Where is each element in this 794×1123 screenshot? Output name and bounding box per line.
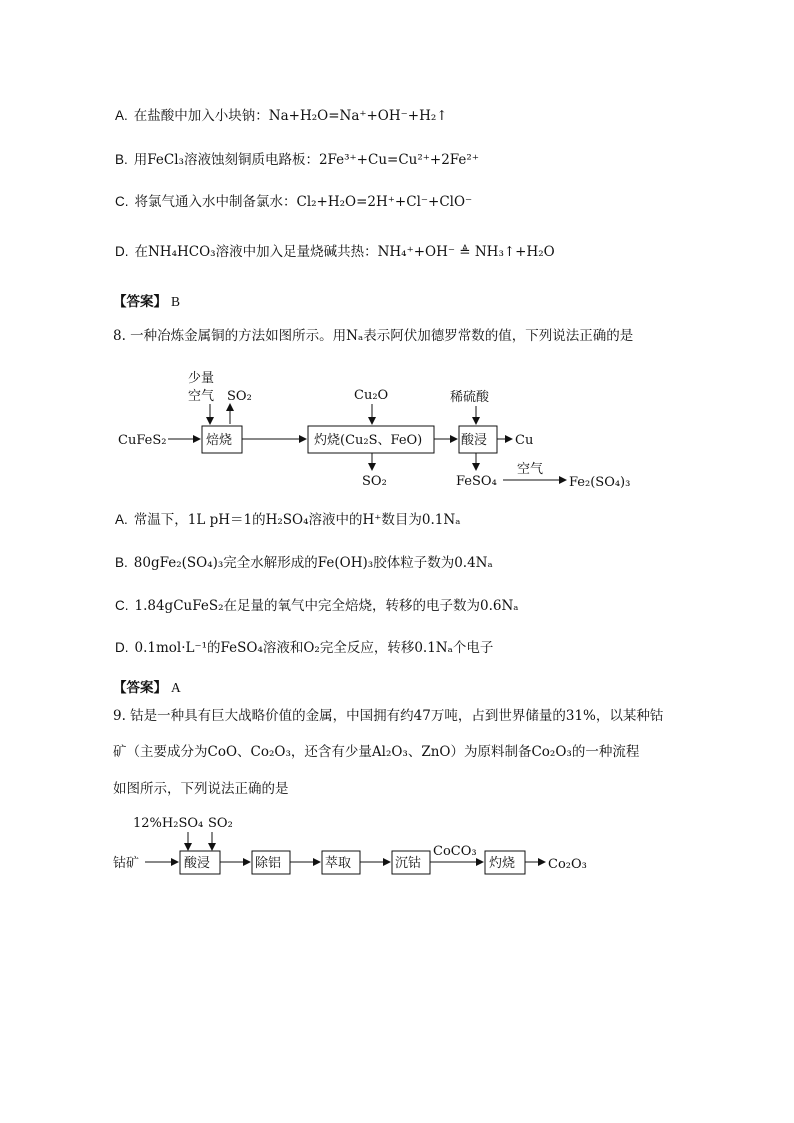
q9-stem-line-2: 矿（主要成分为CoO、Co₂O₃，还含有少量Al₂O₃、ZnO）为原料制备Co₂O₃的一种流程 (113, 744, 640, 760)
q8-option-d (115, 638, 493, 658)
q9-stem-line-3: 如图所示，下列说法正确的是 (113, 781, 289, 797)
q8-flow-diagram (118, 370, 630, 490)
q8-input-top-2: 空气 (188, 389, 215, 404)
q8-feso4: FeSO₄ (456, 474, 497, 489)
q8-option-a (115, 510, 460, 530)
option-text: 1.84gCuFeS₂在足量的氧气中完全焙烧，转移的电子数为0.6Nₐ (134, 598, 519, 614)
q8-acid: 稀硫酸 (450, 390, 490, 405)
q9-feed: 钴矿 (113, 856, 140, 871)
q9-reagent-2: SO₂ (208, 816, 233, 831)
option-label: C. (115, 194, 129, 209)
q9-box-precip-label: 沉钴 (395, 856, 422, 871)
option-label: D. (115, 640, 129, 655)
q9-flow-diagram (113, 816, 587, 874)
q8-air: 空气 (517, 462, 544, 477)
option-label: A. (115, 512, 128, 527)
q8-product: Fe₂(SO₄)₃ (569, 475, 631, 490)
option-text: 常温下，1L pH＝1的H₂SO₄溶液中的H⁺数目为0.1Nₐ (133, 512, 461, 528)
option-label: A. (115, 108, 128, 123)
q8-feed: CuFeS₂ (118, 433, 167, 448)
option-text: 0.1mol·L⁻¹的FeSO₄溶液和O₂完全反应，转移0.1Nₐ个电子 (134, 640, 494, 656)
q8-box-leach-label: 酸浸 (461, 433, 488, 448)
q9-reagent-1: 12%H₂SO₄ (133, 816, 204, 831)
option-label: D. (115, 244, 129, 259)
option-label: B. (115, 555, 128, 570)
q8-so2-bottom: SO₂ (362, 474, 387, 489)
option-text: 80gFe₂(SO₄)₃完全水解形成的Fe(OH)₃胶体粒子数为0.4Nₐ (133, 555, 493, 571)
q8-cu: Cu (515, 433, 534, 448)
option-text: 在NH₄HCO₃溶液中加入足量烧碱共热：NH₄⁺+OH⁻ ≜ NH₃↑+H₂O (134, 244, 555, 260)
q9-product: Co₂O₃ (548, 857, 587, 872)
q8-answer (113, 676, 181, 696)
q9-coco3: CoCO₃ (433, 844, 477, 859)
option-text: 用FeCl₃溶液蚀刻铜质电路板：2Fe³⁺+Cu=Cu²⁺+2Fe²⁺ (133, 152, 479, 168)
q8-box-roast-label: 焙烧 (206, 433, 233, 448)
q8-so2-top: SO₂ (227, 389, 252, 404)
option-label: B. (115, 152, 128, 167)
q8-cu2o: Cu₂O (354, 388, 389, 403)
q9-stem-line-1: 9. 钴是一种具有巨大战略价值的金属，中国拥有约47万吨，占到世界储量的31%，以某种钴 (113, 708, 664, 724)
q8-option-c (115, 596, 519, 616)
answer-value: A (171, 680, 181, 695)
q8-stem: 8. 一种冶炼金属铜的方法如图所示。用Nₐ表示阿伏加德罗常数的值，下列说法正确的是 (113, 328, 634, 344)
q8-box-calcine-label: 灼烧(Cu₂S、FeO) (314, 433, 423, 448)
q8-input-top-1: 少量 (188, 371, 215, 386)
answer-tag: 【答案】 (113, 680, 167, 696)
option-text: 将氯气通入水中制备氯水：Cl₂+H₂O=2H⁺+Cl⁻+ClO⁻ (134, 194, 473, 210)
q9-box-al-label: 除铝 (255, 856, 282, 871)
option-label: C. (115, 598, 129, 613)
q8-option-b (115, 553, 493, 573)
answer-tag: 【答案】 (113, 294, 167, 310)
q9-box-calcine-label: 灼烧 (489, 856, 516, 871)
q9-box-leach-label: 酸浸 (184, 856, 211, 871)
option-text: 在盐酸中加入小块钠：Na+H₂O=Na⁺+OH⁻+H₂↑ (133, 108, 448, 124)
answer-value: B (171, 294, 181, 309)
q9-box-extract-label: 萃取 (325, 856, 352, 871)
